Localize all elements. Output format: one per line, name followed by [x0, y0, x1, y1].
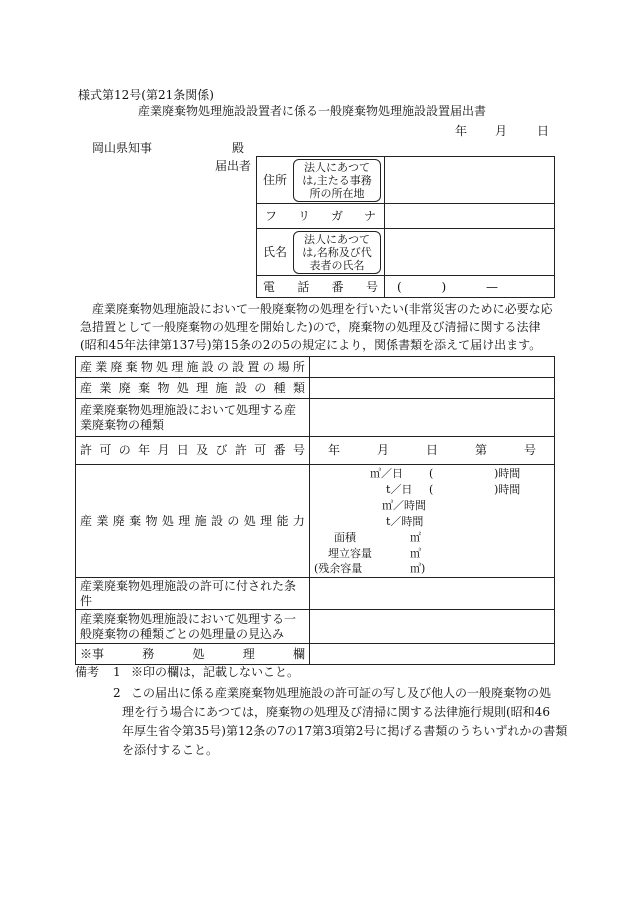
- row-office-label: [76, 644, 310, 665]
- type-label-char: の: [254, 380, 267, 395]
- note-2-line: 年厚生省令第35号)第12条の7の17第3項第2号に掲げる書類のうちいずれかの書類: [122, 724, 568, 738]
- type-label-char: 設: [234, 380, 247, 395]
- capacity-hours: )時間: [494, 483, 521, 496]
- address-note-line: 法人にあつて: [304, 160, 370, 174]
- note-2-line: 理を行う場合にあつては，廃棄物の処理及び清掃に関する法律施行規則(昭和46: [122, 705, 550, 719]
- permit-label-char: 可: [254, 443, 267, 457]
- permit-label-char: 年: [138, 443, 151, 457]
- permit-label-char: び: [215, 443, 228, 457]
- row-conditions-label: 産業廃棄物処理施設の許可に付された条件: [76, 578, 310, 610]
- capacity-unit-t-hour: t／時間: [386, 515, 424, 528]
- capacity-label-char: 理: [260, 513, 273, 528]
- capacity-landfill-label: 埋立容量: [328, 547, 372, 560]
- location-label-char: 業: [95, 359, 108, 374]
- type-label-char: 棄: [138, 380, 151, 395]
- permit-label-char: 号: [292, 443, 305, 457]
- type-label-char: 種: [273, 380, 286, 395]
- document-title: 産業廃棄物処理施設設置者に係る一般廃棄物処理施設設置届出書: [138, 104, 487, 118]
- capacity-label-char: 処: [161, 513, 174, 528]
- name-key: 氏名: [262, 245, 287, 259]
- phone-field[interactable]: [385, 276, 555, 298]
- address-label-cell: [257, 157, 385, 204]
- address-key: 住所: [262, 173, 287, 187]
- note-2-number: 2: [113, 686, 121, 700]
- permit-day: 日: [425, 443, 438, 457]
- row-volume-value[interactable]: [310, 610, 555, 644]
- intro-paragraph: 産業廃棄物処理施設において一般廃棄物の処理を行いたい(非常災害のために必要な応急措置として一般廃棄物の処理を開始した)ので，廃棄物の処理及び清掃に関する法律(昭和45年法律第137号)第15条の2の5の規定により，関係書類を添えて届け出ます。: [80, 302, 553, 352]
- location-label-char: 物: [140, 359, 153, 374]
- phone-label-char: 話: [297, 279, 310, 294]
- permit-no-suffix: 号: [523, 443, 536, 457]
- furigana-label-cell: [257, 204, 385, 229]
- permit-year: 年: [328, 443, 341, 457]
- capacity-landfill-unit: ㎥: [410, 547, 421, 560]
- name-field[interactable]: [385, 229, 555, 276]
- location-label-char: 処: [156, 359, 169, 374]
- capacity-label-char: 産: [80, 513, 93, 528]
- capacity-remaining-unit: ㎥): [410, 562, 426, 575]
- furigana-char: ナ: [363, 209, 376, 223]
- furigana-char: リ: [297, 209, 310, 223]
- furigana-char: フ: [265, 209, 278, 223]
- address-note: [293, 159, 381, 202]
- capacity-label-char: 棄: [129, 513, 142, 528]
- location-label-char: 理: [171, 359, 184, 374]
- type-label-char: 施: [215, 380, 228, 395]
- capacity-paren-open: (: [429, 467, 434, 480]
- row-capacity-value[interactable]: [310, 465, 555, 578]
- row-location-label: [76, 357, 310, 378]
- permit-month: 月: [376, 443, 389, 457]
- type-label-char: 廃: [118, 380, 131, 395]
- capacity-label-char: 廃: [112, 513, 125, 528]
- permit-label-char: の: [118, 443, 131, 457]
- capacity-area-unit: ㎡: [410, 531, 421, 544]
- location-label-char: 場: [277, 359, 290, 374]
- phone-label-char: 番: [331, 279, 344, 294]
- permit-label-char: 許: [80, 443, 93, 457]
- location-label-char: 棄: [125, 359, 138, 374]
- phone-label-char: 号: [365, 279, 378, 294]
- capacity-area-label: 面積: [334, 531, 356, 544]
- honorific: 殿: [232, 141, 245, 155]
- capacity-label-char: の: [227, 513, 240, 528]
- name-note-line: 法人にあつて: [304, 232, 370, 246]
- location-label-char: 置: [247, 359, 260, 374]
- furigana-field[interactable]: [385, 204, 555, 229]
- name-label-cell: [257, 229, 385, 276]
- main-table: [75, 356, 555, 665]
- capacity-label-char: 力: [292, 513, 305, 528]
- type-label-char: 業: [99, 380, 112, 395]
- permit-label-char: 月: [157, 443, 170, 457]
- capacity-label-char: 物: [145, 513, 158, 528]
- row-volume-label: 産業廃棄物処理施設において処理する一般廃棄物の種類ごとの処理量の見込み: [76, 610, 310, 644]
- permit-label-char: 日: [176, 443, 189, 457]
- capacity-unit-m3-hour: ㎥／時間: [382, 499, 426, 512]
- row-type-label: [76, 378, 310, 399]
- phone-label-cell: [257, 276, 385, 298]
- phone-open-paren: (: [397, 279, 402, 294]
- row-permit-value[interactable]: [310, 437, 555, 465]
- capacity-label-char: 処: [243, 513, 256, 528]
- office-char: 理: [242, 646, 255, 661]
- location-label-char: 施: [186, 359, 199, 374]
- capacity-unit-m3-day: ㎥／日: [370, 467, 403, 480]
- capacity-label-char: 能: [276, 513, 289, 528]
- type-label-char: 産: [80, 380, 93, 395]
- capacity-remaining-label: (残余容量: [314, 562, 363, 575]
- phone-dash: —: [486, 279, 499, 294]
- type-label-char: 物: [157, 380, 170, 395]
- row-office-value: [310, 644, 555, 665]
- name-note: [293, 231, 381, 274]
- type-label-char: 処: [176, 380, 189, 395]
- row-waste-type-label: 産業廃棄物処理施設において処理する産業廃棄物の種類: [76, 399, 310, 437]
- notes-label: 備考: [75, 665, 100, 679]
- permit-no-prefix: 第: [474, 443, 487, 457]
- capacity-label-char: 設: [211, 513, 224, 528]
- office-char: 務: [142, 646, 155, 661]
- row-location-value[interactable]: [310, 357, 555, 378]
- furigana-char: ガ: [330, 209, 343, 223]
- permit-label-char: 及: [196, 443, 209, 457]
- date-month: 月: [495, 124, 508, 138]
- row-waste-type-value[interactable]: [310, 399, 555, 437]
- note-2-line: この届出に係る産業廃棄物処理施設の許可証の写し及び他人の一般廃棄物の処: [131, 686, 552, 700]
- name-note-line: 表者の氏名: [309, 258, 365, 272]
- row-conditions-value[interactable]: [310, 578, 555, 610]
- row-permit-label: [76, 437, 310, 465]
- capacity-hours: )時間: [494, 467, 521, 480]
- notifier-label: 届出者: [215, 159, 252, 173]
- location-label-char: の: [262, 359, 275, 374]
- capacity-label-char: 施: [194, 513, 207, 528]
- note-2-line: を添付すること。: [122, 743, 219, 757]
- location-label-char: 廃: [110, 359, 123, 374]
- name-note-line: は,名称及び代: [302, 245, 372, 259]
- office-char: 欄: [292, 646, 305, 661]
- capacity-label-char: 理: [178, 513, 191, 528]
- phone-label-char: 電: [263, 279, 276, 294]
- capacity-paren-open: (: [429, 483, 434, 496]
- office-char: ※事: [80, 646, 105, 661]
- office-char: 処: [192, 646, 205, 661]
- location-label-char: 産: [80, 359, 93, 374]
- type-label-char: 類: [292, 380, 305, 395]
- addressee: 岡山県知事: [92, 141, 153, 155]
- location-label-char: 設: [232, 359, 245, 374]
- address-note-line: は,主たる事務: [302, 173, 372, 187]
- location-label-char: の: [216, 359, 229, 374]
- permit-label-char: 可: [99, 443, 112, 457]
- capacity-label-char: 業: [96, 513, 109, 528]
- phone-close-paren: ): [441, 279, 447, 294]
- row-capacity-label: [76, 465, 310, 578]
- permit-label-char: 番: [273, 443, 286, 457]
- address-field[interactable]: [385, 157, 555, 204]
- form-number: 様式第12号(第21条関係): [78, 88, 214, 102]
- date-day: 日: [537, 124, 550, 138]
- row-type-value[interactable]: [310, 378, 555, 399]
- permit-label-char: 許: [234, 443, 247, 457]
- address-note-line: 所の所在地: [309, 186, 365, 200]
- location-label-char: 所: [292, 359, 305, 374]
- notifier-table: [256, 156, 555, 298]
- location-label-char: 設: [201, 359, 214, 374]
- note-1-number: 1: [113, 665, 121, 679]
- capacity-unit-t-day: t／日: [386, 483, 413, 496]
- date-year: 年: [455, 124, 468, 138]
- note-1-text: ※印の欄は，記載しないこと。: [131, 665, 300, 679]
- type-label-char: 理: [196, 380, 209, 395]
